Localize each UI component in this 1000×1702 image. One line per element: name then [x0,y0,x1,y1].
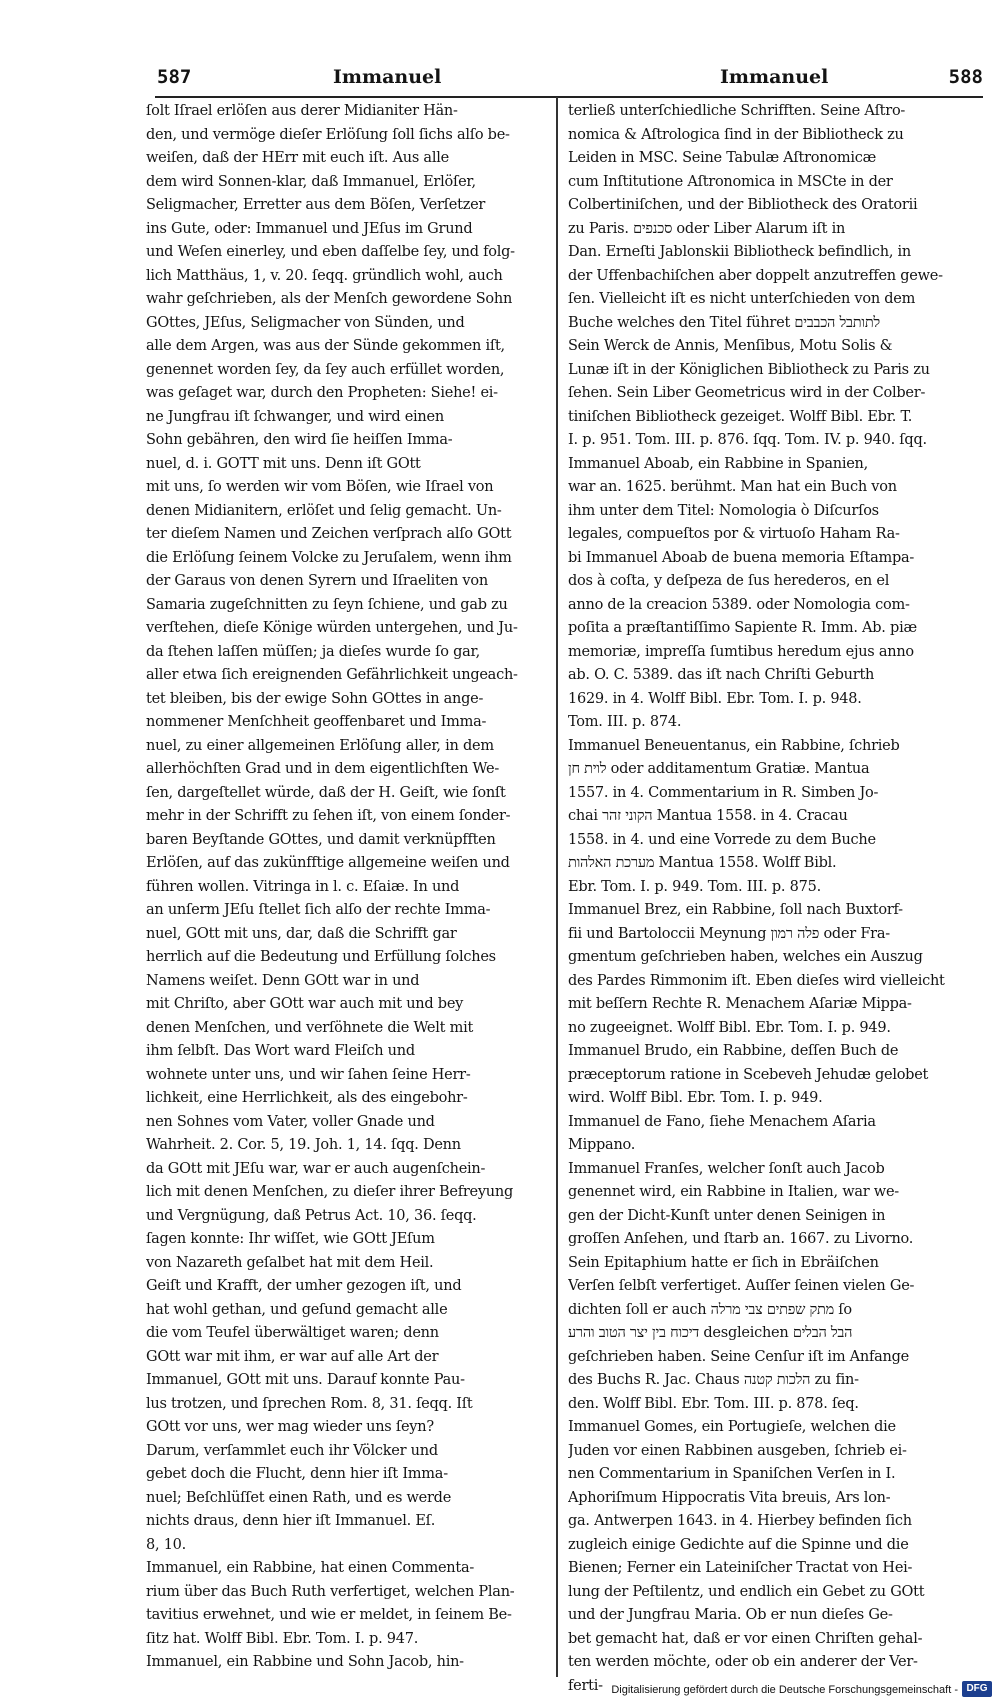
text-line: GOtt vor uns, wer mag wieder uns ſeyn? [146,1419,434,1435]
text-line: da ſtehen laſſen müſſen; ja dieſes wurde ſo gar, [146,643,480,660]
text-line: ferti- [568,1677,603,1694]
text-line: Sohn gebähren, den wird ſie heiſſen Imma- [146,432,453,448]
text-line: מערכת האלהות Mantua 1558. Wolff Bibl. [568,855,837,871]
text-line: gen der Dicht-Kunſt unter denen Seinigen in [568,1207,886,1224]
text-line: ten werden möchte, oder ob ein anderer der Ver- [568,1654,918,1670]
text-line: nuel, d. i. GOTT mit uns. Denn iſt GOtt [146,455,421,472]
text-line: lichkeit, eine Herrlichkeit, als des eingebohr- [146,1090,468,1106]
text-line: lus trotzen, und ſprechen Rom. 8, 31. ſeqq. Iſt [146,1395,473,1412]
text-line: genennet worden ſey, da ſey auch erfüllet worden, [146,361,505,378]
text-line: verſtehen, dieſe Könige würden untergehen, und Ju- [146,620,518,636]
text-line: no zugeeignet. Wolff Bibl. Ebr. Tom. I. p. 949. [568,1019,891,1036]
text-line: den, und vermöge dieſer Erlöſung ſoll ſichs alſo be- [146,126,510,143]
text-line: Samaria zugeſchnitten zu ſeyn ſchiene, und gab zu [146,596,508,613]
text-line: Dan. Erneſti Jablonskii Bibliotheck befindlich, in [568,244,912,260]
text-line: ſagen konnte: Ihr wiſſet, wie GOtt JEſum [146,1231,435,1247]
text-line: nen Sohnes vom Vater, voller Gnade und [146,1113,435,1130]
text-line: tiniſchen Bibliotheck gezeiget. Wolff Bibl. Ebr. T. [568,408,913,425]
text-line: lich mit denen Menſchen, zu dieſer ihrer Befreyung [146,1184,513,1200]
text-line: Immanuel, ein Rabbine, hat einen Commenta- [146,1560,475,1576]
text-line: ins Gute, oder: Immanuel und JEſus im Grund [146,220,473,237]
text-line: tavitius erwehnet, und wie er meldet, in ſeinem Be- [146,1607,512,1623]
text-line: Juden vor einen Rabbinen ausgeben, ſchrieb ei- [568,1442,907,1459]
text-line: Darum, verſammlet euch ihr Völcker und [146,1442,438,1459]
text-line: ter dieſem Namen und Zeichen verſprach alſo GOtt [146,526,512,542]
text-line: bi Immanuel Aboab de buena memoria Eſtampa- [568,549,915,566]
text-line: dem wird Sonnen-klar, daß Immanuel, Erlöſer, [146,173,476,190]
text-line: aller etwa ſich ereignenden Gefährlichkeit ungeach- [146,667,518,683]
text-line: nuel, GOtt mit uns, dar, daß die Schrifft gar [146,925,457,942]
text-line: 1557. in 4. Commentarium in R. Simben Jo- [568,784,879,801]
text-line: groſſen Anſehen, und ſtarb an. 1667. zu Livorno. [568,1231,914,1247]
text-line: 8, 10. [146,1536,187,1553]
text-line: ne Jungfrau iſt ſchwanger, und wird einen [146,408,444,425]
text-line: genennet wird, ein Rabbine in Italien, war we- [568,1184,899,1200]
text-line: rium über das Buch Ruth verfertiget, welchen Plan- [146,1583,515,1600]
text-line: Sein Epitaphium hatte er ſich in Ebräiſchen [568,1254,879,1271]
text-line: herrlich auf die Bedeutung und Erfüllung ſolches [146,949,496,965]
dfg-logo: DFG [962,1681,992,1697]
text-line: nommener Menſchheit geoffenbaret und Imma- [146,714,487,730]
text-line: Immanuel, GOtt mit uns. Darauf konnte Pau- [146,1372,465,1388]
text-line: die Erlöſung ſeinem Volcke zu Jeruſalem, wenn ihm [146,549,512,566]
text-line: terließ unterſchiedliche Schrifften. Seine Aſtro- [568,103,906,119]
text-line: den. Wolff Bibl. Ebr. Tom. III. p. 878. ſeq. [568,1395,859,1412]
text-line: Seligmacher, Erretter aus dem Böſen, Verſetzer [146,197,486,213]
text-line: GOtt war mit ihm, er war auf alle Art der [146,1348,439,1365]
text-line: und Vergnügung, daß Petrus Act. 10, 36. ſeqq. [146,1207,477,1224]
text-line: Namens weiſet. Denn GOtt war in und [146,972,420,989]
text-line: fii und Bartoloccii Meynung פלה רמון oder Fra- [568,925,890,942]
text-line: und Weſen einerley, und eben daſſelbe ſey, und folg- [146,244,515,260]
text-line: I. p. 951. Tom. III. p. 876. ſqq. Tom. IV. p. 940. ſqq. [568,432,927,448]
footer-credit: Digitalisierung gefördert durch die Deutsche Forschungsgemeinschaft - [611,1684,958,1696]
text-line: ſehen. Sein Liber Geometricus wird in der Colber- [568,385,926,401]
text-line: דיכוח בין יצר הטוב והרע desgleichen הבל הבלים [568,1325,853,1341]
text-line: ab. O. C. 5389. das iſt nach Chriſti Geburth [568,667,875,683]
text-line: Ebr. Tom. I. p. 949. Tom. III. p. 875. [568,878,821,895]
text-line: nichts draus, denn hier iſt Immanuel. Eſ. [146,1513,436,1529]
text-line: geſchrieben haben. Seine Cenſur iſt im Anfange [568,1348,909,1365]
text-line: Verſen ſelbſt verfertiget. Auſſer ſeinen vielen Ge- [568,1278,915,1294]
text-line: Bienen; Ferner ein Lateiniſcher Tractat von Hei- [568,1560,913,1576]
text-line: zu Paris. סכנפים oder Liber Alarum iſt in [568,220,846,237]
text-line: Mippano. [568,1137,636,1153]
text-line: Immanuel Franſes, welcher ſonſt auch Jacob [568,1160,885,1177]
text-line: 1558. in 4. und eine Vorrede zu dem Buche [568,831,876,848]
text-line: Buche welches den Titel führet לתותבל הכבבים [568,314,880,331]
text-line: præceptorum ratione in Scebeveh Jehudæ gelobet [568,1066,929,1083]
text-line: Geiſt und Krafft, der umher gezogen iſt, und [146,1278,462,1294]
column-divider [556,97,558,1677]
left-page-number: 587 [157,66,192,88]
text-line: weiſen, daß der HErr mit euch iſt. Aus alle [146,150,449,166]
text-line: baren Beyſtande GOttes, und damit verknüpfften [146,831,496,848]
text-line: Immanuel de Fano, ſiehe Menachem Aſaria [568,1113,876,1130]
text-line: nen Commentarium in Spaniſchen Verſen in I. [568,1466,896,1482]
text-line: lung der Peſtilentz, und endlich ein Gebet zu GOtt [568,1583,925,1600]
text-line: gebet doch die Flucht, denn hier iſt Imma- [146,1466,448,1482]
text-line: nuel; Beſchlüſſet einen Rath, und es werde [146,1489,452,1506]
text-line: die vom Teufel überwältiget waren; denn [146,1325,439,1341]
text-line: denen Midianitern, erlöſet und ſelig gemacht. Un- [146,502,502,519]
text-line: mit beſſern Rechte R. Menachem Aſariæ Mippa- [568,996,912,1012]
text-line: an unſerm JEſu ſtellet ſich alſo der rechte Imma- [146,902,491,918]
text-line: gmentum geſchrieben haben, welches ein Auszug [568,949,923,965]
digitization-footer [560,1680,994,1700]
text-line: des Buchs R. Jac. Chaus הלכות קטנה zu fin- [568,1372,859,1388]
text-line: wahr geſchrieben, als der Menſch gewordene Sohn [146,291,513,307]
right-text-column [568,100,982,1698]
text-line: 1629. in 4. Wolff Bibl. Ebr. Tom. I. p. 948. [568,690,862,707]
text-line: führen wollen. Vitringa in l. c. Eſaiæ. In und [146,878,460,895]
text-line: ſen, dargeſtellet würde, daß der H. Geiſt, wie ſonſt [146,784,506,801]
text-line: lich Matthäus, 1, v. 20. ſeqq. gründlich wohl, auch [146,267,503,284]
text-line: Leiden in MSC. Seine Tabulæ Aſtronomicæ [568,150,876,166]
right-running-title: Immanuel [720,66,829,88]
text-line: Sein Werck de Annis, Menſibus, Motu Solis & [568,338,893,354]
text-line: und der Jungfrau Maria. Ob er nun dieſes Ge- [568,1607,893,1623]
text-line: mit uns, ſo werden wir vom Böſen, wie Iſrael von [146,479,494,495]
running-header [155,62,983,98]
text-line: לוית חן oder additamentum Gratiæ. Mantua [568,761,870,777]
text-line: Immanuel Beneuentanus, ein Rabbine, ſchrieb [568,737,900,754]
text-line: wird. Wolff Bibl. Ebr. Tom. I. p. 949. [568,1090,823,1106]
text-line: Lunæ iſt in der Königlichen Bibliotheck zu Paris zu [568,361,930,378]
text-line: nuel, zu einer allgemeinen Erlöſung aller, in dem [146,737,494,754]
text-line: ſolt Iſrael erlöſen aus derer Midianiter Hän- [146,103,458,119]
text-line: Wahrheit. 2. Cor. 5, 19. Joh. 1, 14. ſqq. Denn [146,1137,461,1153]
text-line: ſitz hat. Wolff Bibl. Ebr. Tom. I. p. 947. [146,1630,419,1647]
text-line: GOttes, JEſus, Seligmacher von Sünden, und [146,314,465,331]
text-line: der Uffenbachiſchen aber doppelt anzutreffen gewe- [568,267,943,284]
text-line: dos à coſta, y deſpeza de ſus herederos, en el [568,573,890,589]
text-line: legales, compueſtos por & virtuoſo Haham Ra- [568,526,900,542]
text-line: chai הקוני זהר Mantua 1558. in 4. Cracau [568,808,848,824]
text-line: Immanuel Brez, ein Rabbine, ſoll nach Buxtorf- [568,902,903,918]
text-line: Colbertiniſchen, und der Bibliotheck des Oratorii [568,197,918,213]
left-running-title: Immanuel [333,66,442,88]
text-line: wohnete unter uns, und wir ſahen ſeine Herr- [146,1066,471,1083]
text-line: Immanuel Brudo, ein Rabbine, deſſen Buch de [568,1043,899,1059]
text-line: mit Chriſto, aber GOtt war auch mit und bey [146,996,464,1012]
text-line: war an. 1625. berühmt. Man hat ein Buch von [568,479,897,495]
text-line: hat wohl gethan, und geſund gemacht alle [146,1301,448,1318]
text-line: denen Menſchen, und verſöhnete die Welt mit [146,1019,474,1036]
text-line: allerhöchſten Grad und in dem eigentlichſten We- [146,761,500,777]
text-line: bet gemacht hat, daß er vor einen Chriſten gehal- [568,1630,923,1647]
text-line: ihm unter dem Titel: Nomologia ò Diſcurſos [568,502,879,519]
text-line: ga. Antwerpen 1643. in 4. Hierbey befinden ſich [568,1513,912,1529]
text-line: Erlöſen, auf das zukünfftige allgemeine weiſen und [146,855,510,871]
text-line: Immanuel, ein Rabbine und Sohn Jacob, hin- [146,1654,464,1670]
text-line: da GOtt mit JEſu war, war er auch augenſchein- [146,1160,486,1177]
text-line: zugleich einige Gedichte auf die Spinne und die [568,1536,909,1553]
text-line: alle dem Argen, was aus der Sünde gekommen iſt, [146,338,505,354]
text-line: was geſaget war, durch den Propheten: Siehe! ei- [146,385,498,401]
text-line: tet bleiben, bis der ewige Sohn GOttes in ange- [146,690,484,707]
text-line: dichten ſoll er auch מתק שפתים צבי מרלה ſo [568,1301,852,1318]
text-line: von Nazareth geſalbet hat mit dem Heil. [146,1254,434,1271]
text-line: poſita a præſtantiſſimo Sapiente R. Imm. Ab. piæ [568,620,917,636]
text-line: Immanuel Gomes, ein Portugieſe, welchen die [568,1419,896,1435]
left-text-column [146,100,548,1675]
text-line: ſen. Vielleicht iſt es nicht unterſchieden von dem [568,291,916,307]
text-line: memoriæ, impreſſa ſumtibus heredum ejus anno [568,643,914,660]
right-page-number: 588 [948,66,983,88]
text-line: des Pardes Rimmonim iſt. Eben dieſes wird vielleicht [568,972,945,989]
text-line: Aphoriſmum Hippocratis Vita breuis, Ars lon- [568,1489,891,1506]
text-line: Tom. III. p. 874. [568,714,682,730]
text-line: cum Inſtitutione Aſtronomica in MSCte in der [568,173,893,190]
text-line: ihm ſelbſt. Das Wort ward Fleiſch und [146,1043,415,1059]
text-line: anno de la creacion 5389. oder Nomologia com- [568,596,910,613]
text-line: Immanuel Aboab, ein Rabbine in Spanien, [568,455,868,472]
text-line: mehr in der Schrifft zu ſehen iſt, von einem ſonder- [146,808,511,824]
text-line: nomica & Aſtrologica ſind in der Bibliotheck zu [568,126,904,143]
text-line: der Garaus von denen Syrern und Iſraeliten von [146,573,488,589]
